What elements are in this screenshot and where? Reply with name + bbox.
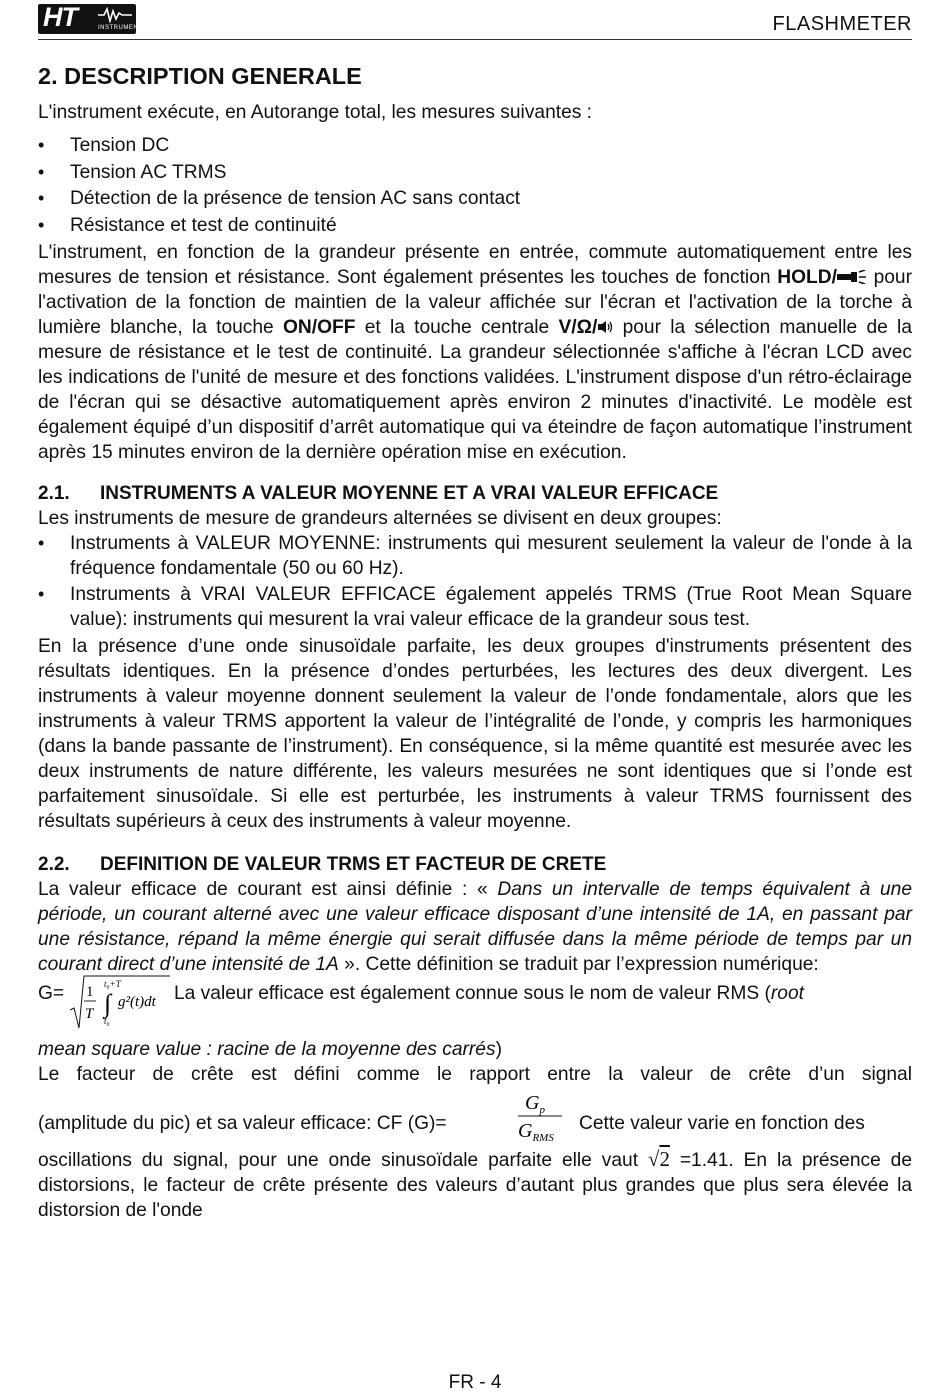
list-item: • Instruments à VRAI VALEUR EFFICACE également appelés TRMS (True Root Mean Square value): instruments qui mesurent la vrai valeur efficace de la grandeur sous test. — [38, 582, 912, 632]
torch-icon — [837, 270, 867, 284]
page-number: FR - 4 — [448, 1372, 502, 1393]
rms-note: La valeur efficace est également connue sous le nom de valeur RMS (root — [174, 983, 804, 1004]
section-2-paragraph: L'instrument, en fonction de la grandeur présente en entrée, commute automatiquement entre les mesures de tension et résistance. Sont également présentes les touches de fonction HOLD/ pour l'activation de la fonction de maintien de la valeur affichée sur l'écran et l'activation de la torche à lumière blanche, la touche ON/OFF et la touche centrale V/Ω/ pour la sélection manuelle de la mesure de résistance et le test de continuité. La grandeur sélectionnée s'affiche à l'écran LCD avec les indications de l'unité de mesure et des fonctions validées. L'instrument dispose d'un rétro-éclairage de l'écran qui se désactive automatiquement après environ 2 minutes d'inactivité. Le modèle est également équipé d’un dispositif d’arrêt automatique qui va éteindre de façon automatique l’instrument après 15 minutes environ de la dernière opération mise en exécution. — [38, 241, 912, 463]
rms-formula-row — [38, 977, 912, 1037]
measurement-list — [38, 133, 912, 238]
section-2-heading: 2. DESCRIPTION GENERALE — [38, 63, 362, 89]
section-2-intro: L'instrument exécute, en Autorange total, les mesures suivantes : — [38, 102, 593, 123]
v-ohm-key-label: V/Ω/ — [558, 316, 598, 338]
instrument-types-list — [38, 531, 912, 633]
rms-note-continued: mean square value : racine de la moyenne des carrés) — [38, 1039, 502, 1060]
list-item: • Instruments à VALEUR MOYENNE: instruments qui mesurent seulement la valeur de l'onde à la fréquence fondamentale (50 ou 60 Hz). — [38, 531, 912, 581]
svg-text:Gp: $G_p$ — [525, 1092, 545, 1116]
crest-factor-line-1: Le facteur de crête est défini comme le rapport entre la valeur de crête d’un signal — [38, 1064, 912, 1085]
list-item: • Résistance et test de continuité — [38, 213, 912, 238]
integral-lower-bound: t₀ — [104, 1016, 110, 1026]
trms-definition: La valeur efficace de courant est ainsi définie : « Dans un intervalle de temps équivalent à une période, un courant alterné avec une valeur efficace disposant d’une intensité de 1A, en passant par une résistance, répand la même énergie qui serait diffusée dans la même période de temps par un courant direct d’une intensité de 1A ». Cette définition se traduit par l’expression numérique: — [38, 879, 912, 975]
rms-formula — [70, 974, 170, 1030]
section-2-1-heading: 2.1. INSTRUMENTS A VALEUR MOYENNE ET A VRAI VALEUR EFFICACE — [38, 482, 719, 504]
integral-sign: ∫ — [104, 989, 112, 1018]
header-divider — [38, 39, 912, 40]
onoff-key-label: ON/OFF — [282, 316, 356, 338]
ht-logo — [38, 2, 147, 34]
list-item: • Tension DC — [38, 133, 912, 158]
waveform-icon — [98, 7, 132, 23]
header-title: FLASHMETER — [772, 13, 912, 35]
list-item: • Détection de la présence de tension AC sans contact — [38, 186, 912, 211]
formula-numerator: 1 — [86, 984, 94, 1000]
document-body — [38, 62, 912, 1223]
buzzer-icon — [597, 319, 613, 335]
svg-text:GRMS: $G_{RMS}$ — [518, 1120, 554, 1144]
logo-text: HT — [43, 2, 77, 32]
formula-denominator: T — [85, 1006, 94, 1022]
hold-key-label: HOLD/ — [777, 266, 837, 288]
crest-factor-paragraph: oscillations du signal, pour une onde sinusoïdale parfaite elle vaut √2 =1.41. En la présence de distorsions, le facteur de crête présente des valeurs d’autant plus grandes que plus sera élevée la distorsion de l'onde — [38, 1147, 912, 1221]
sqrt-two-symbol: √2 — [647, 1147, 670, 1171]
integral-upper-bound: t₀+T — [104, 979, 121, 989]
integrand: g²(t)dt — [118, 994, 156, 1010]
formula-lhs: G= — [38, 983, 65, 1004]
section-2-1-intro: Les instruments de mesure de grandeurs alternées se divisent en deux groupes: — [38, 507, 722, 529]
section-2-2-heading: 2.2. DEFINITION DE VALEUR TRMS ET FACTEUR DE CRETE — [38, 854, 607, 875]
section-2-1-paragraph: En la présence d’une onde sinusoïdale parfaite, les deux groupes d'instruments présentent des résultats identiques. En la présence d’ondes perturbées, les lectures des deux divergent. Les instruments à valeur moyenne donnent seulement la valeur de l’onde fondamentale, alors que les instruments à valeur TRMS apportent la valeur de l’intégralité de l’onde, y compris les harmoniques (dans la bande passante de l’instrument). En conséquence, si la même quantité est mesurée avec les deux instruments de nature différente, les valeurs mesurées ne sont identiques que si l’onde est parfaitement sinusoïdale. Si elle est perturbée, les instruments à valeur TRMS fournissent des résultats supérieurs à ceux des instruments à valeur moyenne. — [38, 636, 912, 832]
logo-subtext: INSTRUMENTS — [98, 25, 147, 31]
list-item: • Tension AC TRMS — [38, 160, 912, 185]
crest-factor-formula — [516, 1089, 564, 1145]
crest-factor-formula-row: (amplitude du pic) et sa valeur efficace: CF (G)= $G_p$ $G_{RMS}$ Cette valeur varie en fonction des — [38, 1087, 912, 1145]
